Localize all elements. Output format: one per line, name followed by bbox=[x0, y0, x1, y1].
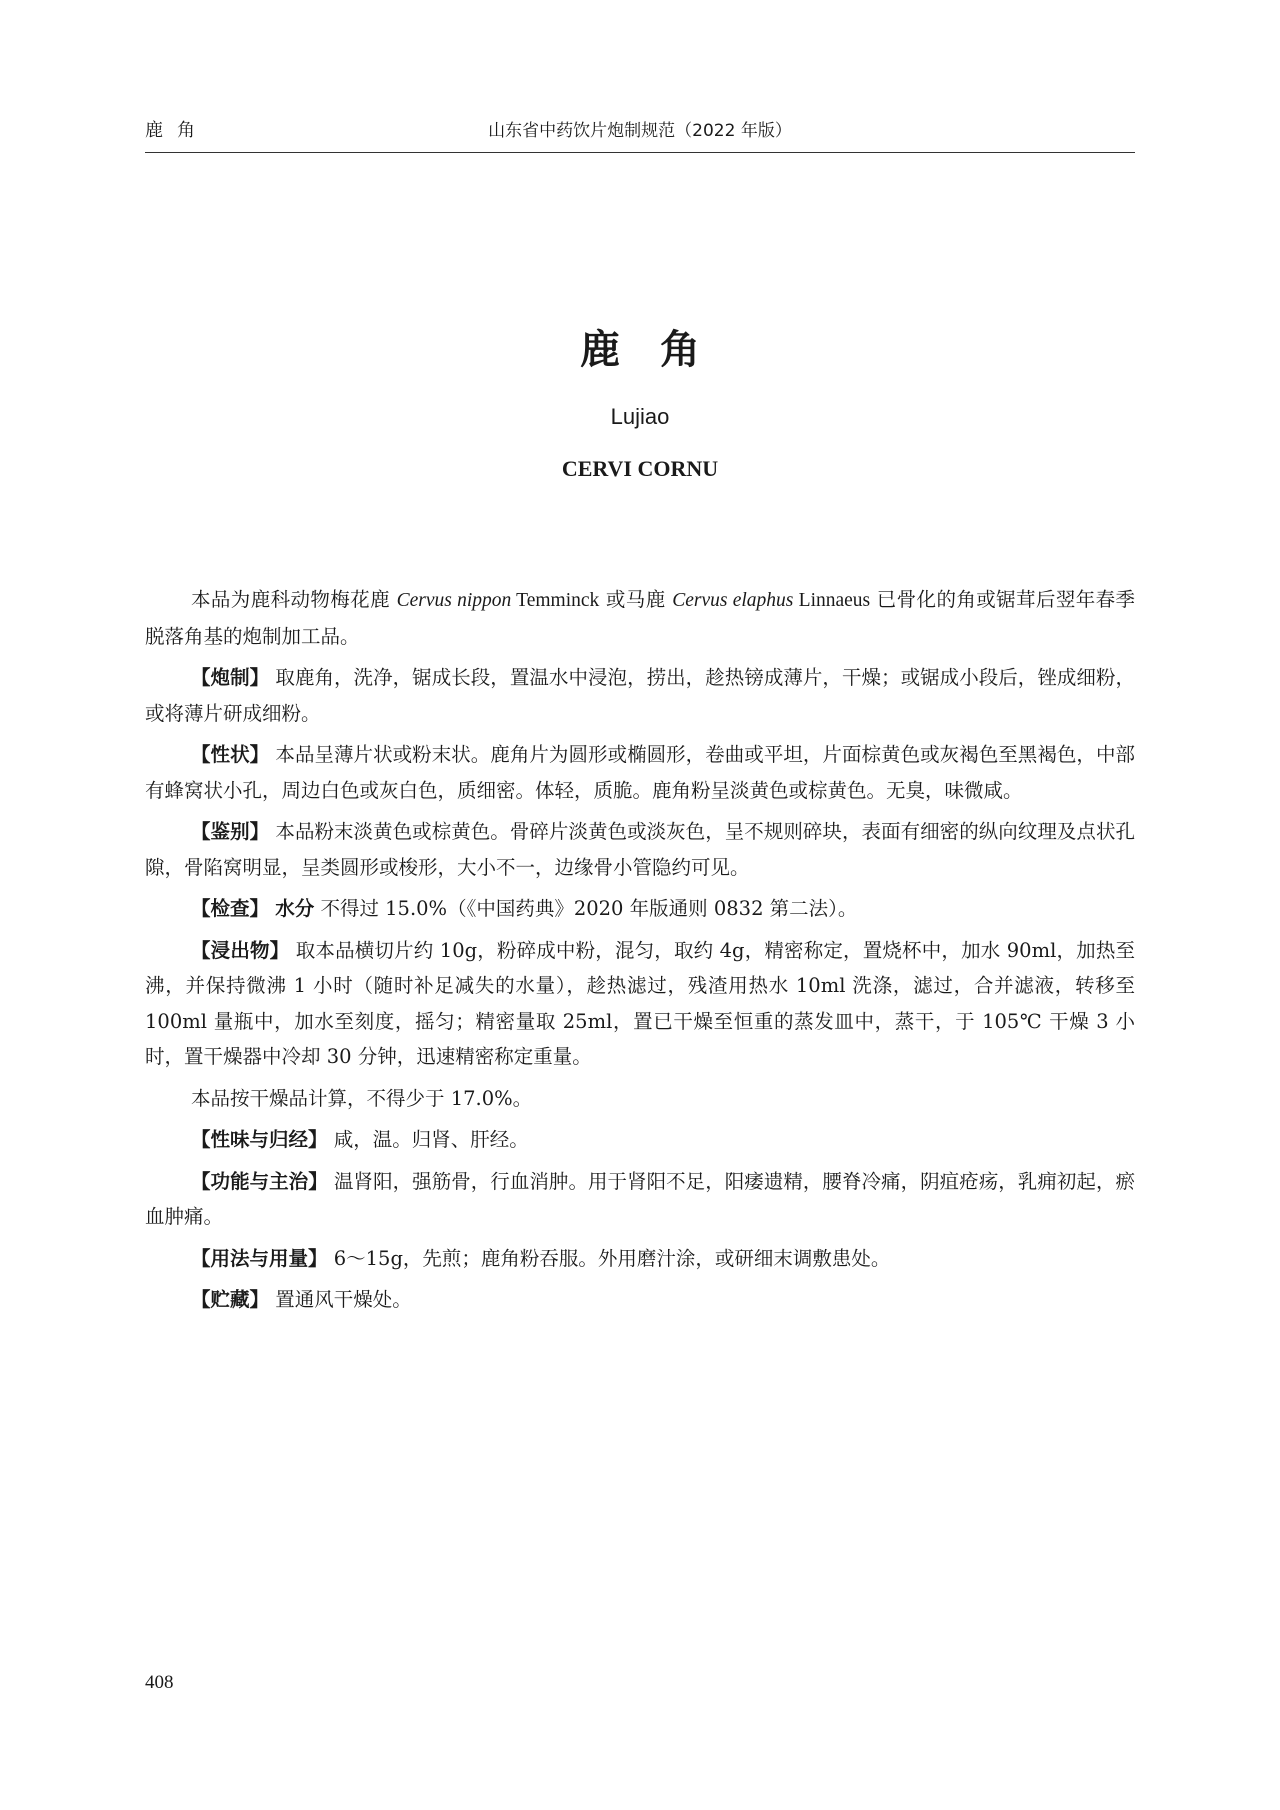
monograph-title-chinese: 鹿角 bbox=[580, 327, 740, 373]
section-label-function: 【功能与主治】 bbox=[191, 1169, 328, 1193]
section-text-function: 温肾阳，强筋骨，行血消肿。用于肾阳不足，阳痿遗精，腰脊冷痛，阴疽疮疡，乳痈初起，瘀血肿痛。 bbox=[145, 1169, 1135, 1228]
monograph-body bbox=[145, 582, 1135, 1324]
section-inspection bbox=[145, 891, 1135, 927]
monograph-title-block bbox=[145, 320, 1135, 484]
section-label-inspection: 【检查】 bbox=[191, 897, 270, 920]
section-text-description: 本品呈薄片状或粉末状。鹿角片为圆形或椭圆形，卷曲或平坦，片面棕黄色或灰褐色至黑褐色，中部有蜂窝状小孔，周边白色或灰白色，质细密。体轻，质脆。鹿角粉呈淡黄色或棕黄色。无臭，味微咸。 bbox=[145, 743, 1135, 802]
section-text-nature: 咸，温。归肾、肝经。 bbox=[333, 1128, 529, 1151]
section-nature bbox=[145, 1122, 1135, 1158]
section-label-extract: 【浸出物】 bbox=[191, 938, 290, 962]
section-extract-note: 本品按干燥品计算，不得少于 17.0%。 bbox=[191, 1086, 533, 1110]
section-text-processing: 取鹿角，洗净，锯成长段，置温水中浸泡，捞出，趁热镑成薄片，干燥；或锯成小段后，锉成细粉，或将薄片研成细粉。 bbox=[145, 666, 1135, 725]
section-text-usage: 6～15g，先煎；鹿角粉吞服。外用磨汁涂，或研细末调敷患处。 bbox=[333, 1246, 891, 1270]
species-name-1: Cervus nippon bbox=[396, 590, 512, 611]
section-text-inspection: 不得过 15.0%（《中国药典》2020 年版通则 0832 第二法）。 bbox=[320, 897, 858, 920]
species-author-1: Temminck bbox=[511, 590, 600, 611]
intro-text-1: 本品为鹿科动物梅花鹿 bbox=[191, 588, 397, 611]
running-header bbox=[145, 116, 1135, 153]
species-name-2: Cervus elaphus bbox=[672, 590, 794, 611]
running-header-drug-name: 鹿角 bbox=[145, 120, 209, 141]
intro-paragraph bbox=[145, 582, 1135, 654]
monograph-title-pinyin: Lujiao bbox=[610, 404, 670, 429]
section-text-identification: 本品粉末淡黄色或棕黄色。骨碎片淡黄色或淡灰色，呈不规则碎块，表面有细密的纵向纹理及点状孔隙，骨陷窝明显，呈类圆形或梭形，大小不一，边缘骨小管隐约可见。 bbox=[145, 820, 1135, 879]
section-label-storage: 【贮藏】 bbox=[191, 1288, 270, 1311]
intro-text-3: 已骨化的角或锯茸后翌年春季脱落角基的炮制加工品。 bbox=[145, 588, 1136, 648]
section-sublabel-moisture: 水分 bbox=[275, 897, 315, 920]
section-extract bbox=[145, 933, 1135, 1075]
section-function bbox=[145, 1164, 1135, 1235]
section-storage bbox=[145, 1282, 1135, 1318]
section-label-identification: 【鉴别】 bbox=[191, 820, 270, 843]
intro-text-2: 或马鹿 bbox=[599, 588, 673, 611]
species-author-2: Linnaeus bbox=[793, 590, 871, 611]
section-description bbox=[145, 737, 1135, 808]
section-identification bbox=[145, 814, 1135, 885]
section-label-nature: 【性味与归经】 bbox=[191, 1128, 328, 1151]
running-header-book-title: 山东省中药饮片炮制规范（2022 年版） bbox=[488, 121, 792, 141]
section-text-extract: 取本品横切片约 10g，粉碎成中粉，混匀，取约 4g，精密称定，置烧杯中，加水 90ml，加热至沸，并保持微沸 1 小时（随时补足减失的水量），趁热滤过，残渣用热水 10ml 洗涤，滤过，合并滤液，转移至 100ml 量瓶中，加水至刻度，摇匀；精密量取 25ml，置已干燥至恒重的蒸发皿中，蒸干，于 105℃ 干燥 3 小时，置干燥器中冷却 30 分钟，迅速精密称定重量。 bbox=[145, 938, 1135, 1068]
section-text-storage: 置通风干燥处。 bbox=[275, 1288, 412, 1311]
section-processing bbox=[145, 660, 1135, 731]
section-usage bbox=[145, 1241, 1135, 1277]
section-label-usage: 【用法与用量】 bbox=[191, 1246, 328, 1270]
page-number: 408 bbox=[145, 1672, 174, 1693]
section-label-description: 【性状】 bbox=[191, 743, 270, 766]
monograph-title-latin: CERVI CORNU bbox=[561, 456, 719, 481]
section-label-processing: 【炮制】 bbox=[191, 666, 270, 689]
